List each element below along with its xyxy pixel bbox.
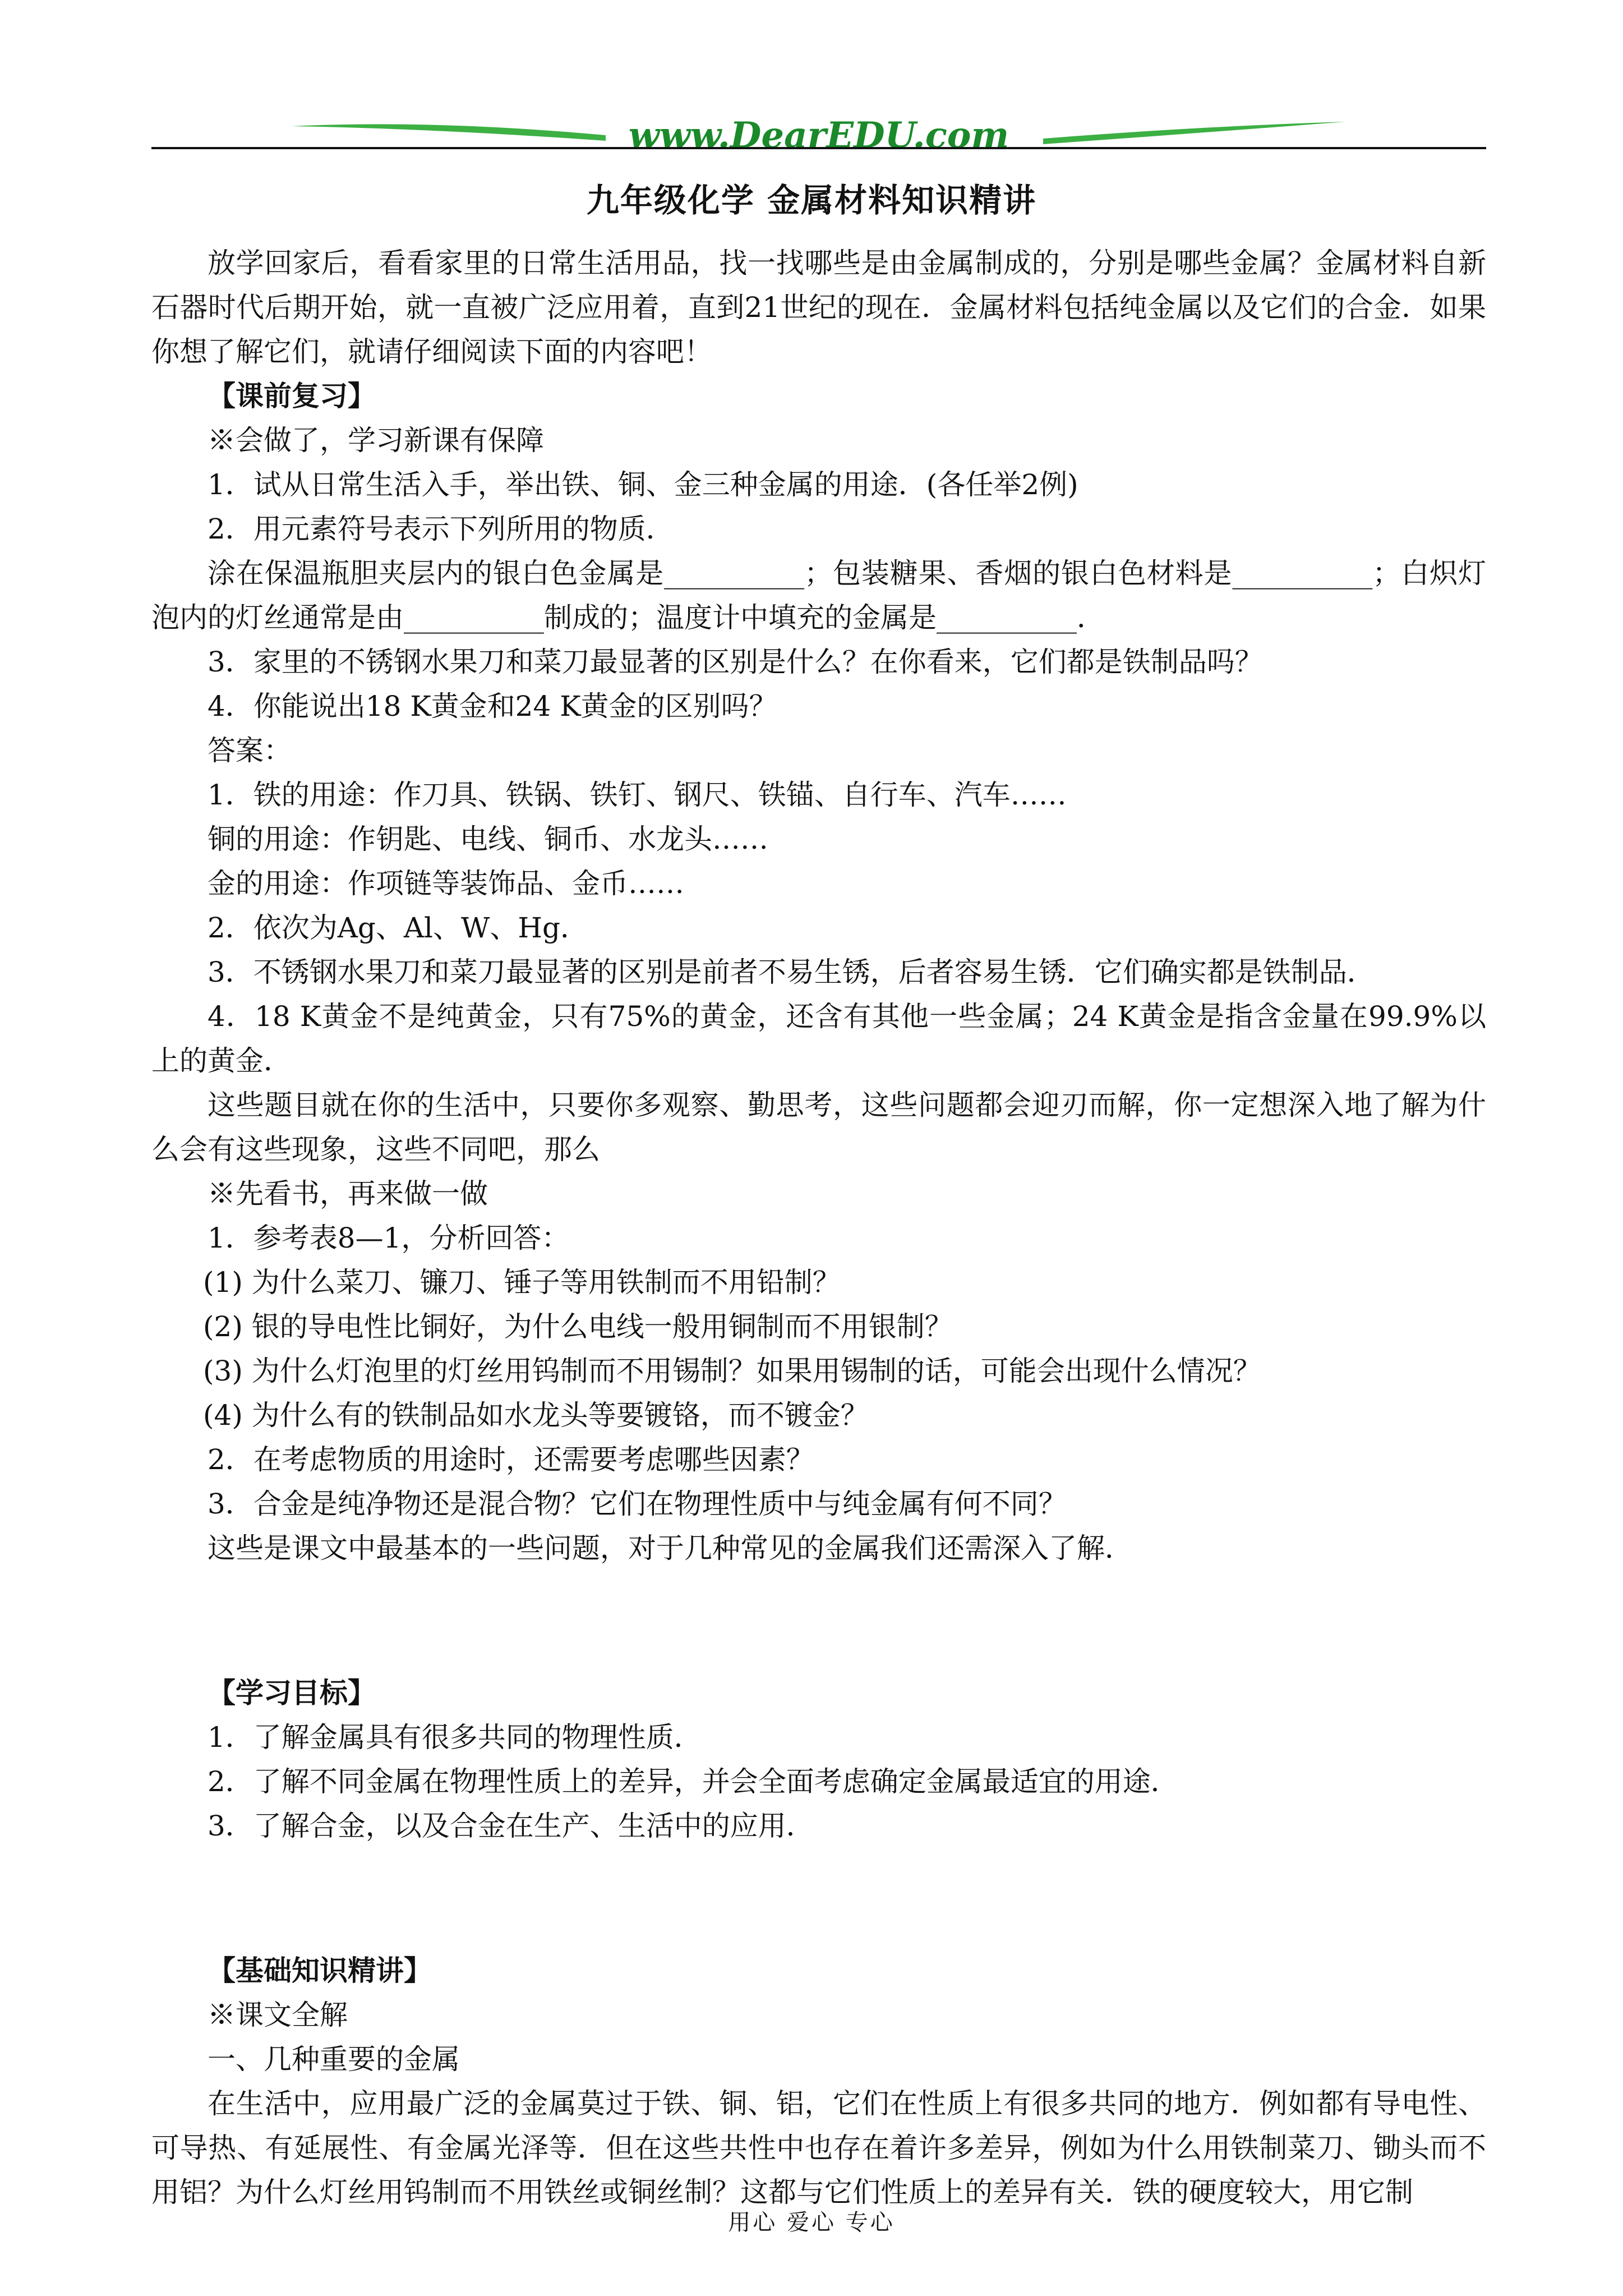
paragraph: 这些题目就在你的生活中，只要你多观察、勤思考，这些问题都会迎刃而解，你一定想深入地了解为什么会有这些现象，这些不同吧，那么 <box>151 1089 1486 1166</box>
paragraph: 2．了解不同金属在物理性质上的差异，并会全面考虑确定金属最适宜的用途． <box>208 1765 1179 1798</box>
paragraph: ※课文全解 <box>208 1999 348 2031</box>
paragraph: 2．依次为Ag、Al、W、Hg． <box>208 912 589 944</box>
paragraph: 3．合金是纯净物还是混合物？它们在物理性质中与纯金属有何不同？ <box>208 1488 1067 1520</box>
paragraph: 一、几种重要的金属 <box>208 2043 460 2076</box>
paragraph: 放学回家后，看看家里的日常生活用品，找一找哪些是由金属制成的，分别是哪些金属？金属材料自新石器时代后期开始，就一直被广泛应用着，直到21世纪的现在．金属材料包括纯金属以及它们的合金．如果你想了解它们，就请仔细阅读下面的内容吧！ <box>151 247 1486 368</box>
paragraph: (1) 为什么菜刀、镰刀、锤子等用铁制而不用铅制？ <box>203 1266 841 1299</box>
paragraph: (2) 银的导电性比铜好，为什么电线一般用铜制而不用银制？ <box>203 1310 953 1343</box>
paragraph: 涂在保温瓶胆夹层内的银白色金属是__________；包装糖果、香烟的银白色材料是__________；白炽灯泡内的灯丝通常是由__________制成的；温度计中填充的金属是__________． <box>151 557 1486 634</box>
paragraph: 在生活中，应用最广泛的金属莫过于铁、铜、铝，它们在性质上有很多共同的地方．例如都有导电性、可导热、有延展性、有金属光泽等．但在这些共性中也存在着许多差异，例如为什么用铁制菜刀、锄头而不用铝？为什么灯丝用钨制而不用铁丝或铜丝制？这都与它们性质上的差异有关．铁的硬度较大，用它制 <box>151 2087 1486 2208</box>
logo-text: www.DearEDU.com <box>628 114 1009 154</box>
logo-swoosh-right <box>1043 122 1346 144</box>
paragraph: 1．了解金属具有很多共同的物理性质． <box>208 1721 702 1754</box>
paragraph: 4．你能说出18 K黄金和24 K黄金的区别吗？ <box>208 690 777 723</box>
paragraph-spacer <box>151 1876 1486 1921</box>
paragraph: 2．在考虑物质的用途时，还需要考虑哪些因素？ <box>208 1443 814 1476</box>
paragraph-spacer <box>151 1599 1486 1643</box>
paragraph: 1．参考表8—1，分析回答： <box>208 1222 570 1254</box>
paragraph: 2．用元素符号表示下列所用的物质． <box>208 513 674 545</box>
paragraph: 铜的用途：作钥匙、电线、铜币、水龙头…… <box>208 823 768 855</box>
paragraph: (3) 为什么灯泡里的灯丝用钨制而不用锡制？如果用锡制的话，可能会出现什么情况？ <box>203 1355 1261 1387</box>
section-heading: 【课前复习】 <box>208 380 376 412</box>
paragraph: 3．不锈钢水果刀和菜刀最显著的区别是前者不易生锈，后者容易生锈．它们确实都是铁制品． <box>208 956 1375 988</box>
paragraph: 1．试从日常生活入手，举出铁、铜、金三种金属的用途．(各任举2例) <box>208 468 1078 501</box>
document-body <box>151 241 1486 2215</box>
page-footer: 用心 爱心 专心 <box>728 2210 895 2235</box>
paragraph: 答案： <box>208 734 292 767</box>
page-title: 九年级化学 金属材料知识精讲 <box>586 181 1037 219</box>
paragraph: 这些是课文中最基本的一些问题，对于几种常见的金属我们还需深入了解． <box>208 1532 1133 1565</box>
logo-swoosh-left <box>292 124 606 141</box>
paragraph: 3．家里的不锈钢水果刀和菜刀最显著的区别是什么？在你看来，它们都是铁制品吗？ <box>208 646 1263 678</box>
paragraph: (4) 为什么有的铁制品如水龙头等要镀铬，而不镀金？ <box>203 1399 869 1432</box>
paragraph: 3．了解合金，以及合金在生产、生活中的应用． <box>208 1810 814 1842</box>
paragraph: 1．铁的用途：作刀具、铁锅、铁钉、钢尺、铁锚、自行车、汽车…… <box>208 779 1067 811</box>
section-heading: 【基础知识精讲】 <box>208 1954 432 1987</box>
header-rule <box>151 147 1486 149</box>
paragraph: 金的用途：作项链等装饰品、金币…… <box>208 867 684 900</box>
section-heading: 【学习目标】 <box>208 1677 376 1709</box>
paragraph: ※先看书，再来做一做 <box>208 1177 488 1210</box>
paragraph: 4．18 K黄金不是纯黄金，只有75%的黄金，还含有其他一些金属；24 K黄金是指含金量在99.9%以上的黄金． <box>151 1000 1486 1077</box>
paragraph: ※会做了，学习新课有保障 <box>208 424 544 457</box>
